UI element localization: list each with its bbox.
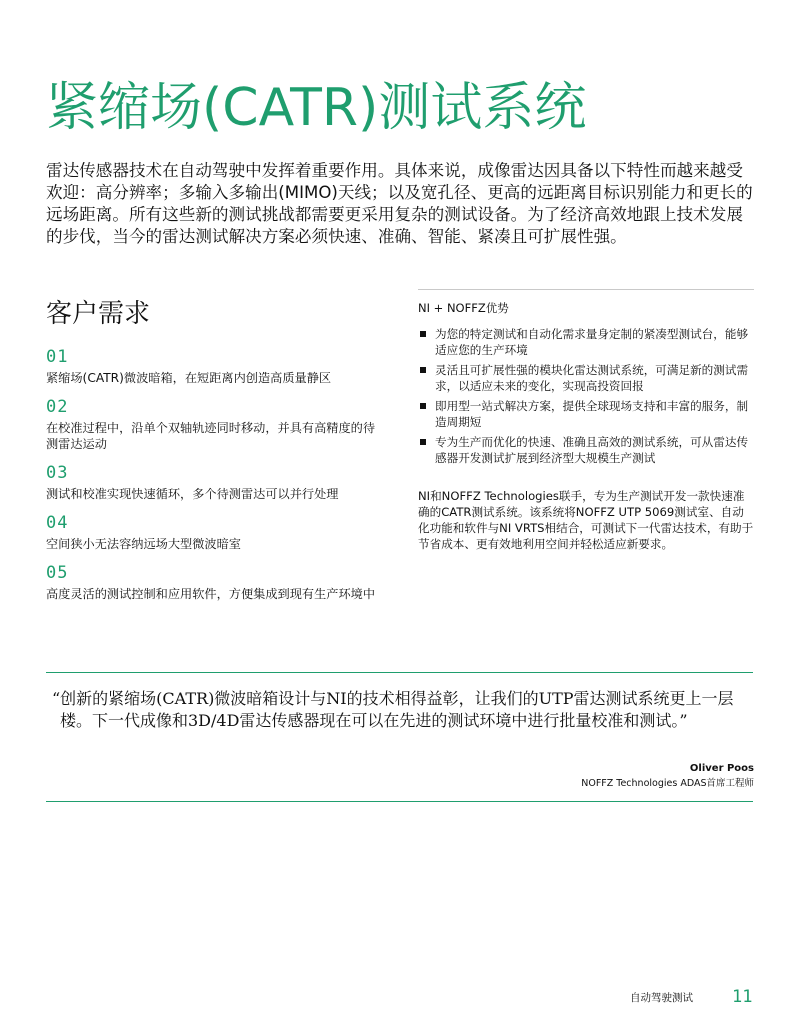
need-number: 02 xyxy=(46,397,69,417)
need-item xyxy=(46,462,386,502)
list-item xyxy=(418,434,754,466)
list-item xyxy=(418,362,754,394)
quote-divider-bottom xyxy=(46,801,753,802)
need-number: 05 xyxy=(46,563,69,583)
square-bullet-icon xyxy=(420,439,426,445)
advantage-text: 为您的特定测试和自动化需求量身定制的紧凑型测试台，能够适应您的生产环境 xyxy=(435,327,749,357)
footer-section-label: 自动驾驶测试 xyxy=(630,992,693,1004)
list-item xyxy=(418,398,754,430)
advantages-section xyxy=(418,289,754,564)
need-text: 空间狭小无法容纳远场大型微波暗室 xyxy=(46,537,241,551)
need-item xyxy=(46,562,386,602)
need-item xyxy=(46,346,386,386)
page-title: 紧缩场(CATR)测试系统 xyxy=(46,78,587,138)
need-number: 04 xyxy=(46,513,69,533)
customer-needs-heading: 客户需求 xyxy=(46,299,151,329)
quote-attribution xyxy=(581,762,754,791)
advantages-title: NI + NOFFZ优势 xyxy=(418,301,509,315)
need-text: 在校准过程中，沿单个双轴轨迹同时移动，并具有高精度的待测雷达运动 xyxy=(46,421,376,451)
advantage-text: 专为生产而优化的快速、准确且高效的测试系统，可从雷达传感器开发测试扩展到经济型大规模生产测试 xyxy=(435,435,749,465)
advantages-list xyxy=(418,326,754,466)
need-item xyxy=(46,396,386,452)
need-item xyxy=(46,512,386,552)
page-number: 11 xyxy=(732,987,753,1007)
square-bullet-icon xyxy=(420,367,426,373)
advantage-text: 即用型一站式解决方案，提供全球现场支持和丰富的服务，制造周期短 xyxy=(435,399,749,429)
quote-divider-top xyxy=(46,672,753,673)
customer-needs-section xyxy=(46,296,386,612)
square-bullet-icon xyxy=(420,331,426,337)
need-text: 紧缩场(CATR)微波暗箱，在短距离内创造高质量静区 xyxy=(46,371,332,385)
list-item xyxy=(418,326,754,358)
section-divider xyxy=(418,289,754,290)
quote-author-role: NOFFZ Technologies ADAS首席工程师 xyxy=(581,778,754,789)
need-number: 01 xyxy=(46,347,69,367)
need-text: 高度灵活的测试控制和应用软件，方便集成到现有生产环境中 xyxy=(46,587,376,601)
advantages-paragraph: NI和NOFFZ Technologies联手，专为生产测试开发一款快速准确的CATR测试系统。该系统将NOFFZ UTP 5069测试室、自动化功能和软件与NI VRTS相结合，可测试下一代雷达技术，有助于节省成本、更有效地利用空间并轻松适应新要求。 xyxy=(418,489,754,551)
customer-quote: “创新的紧缩场(CATR)微波暗箱设计与NI的技术相得益彰，让我们的UTP雷达测试系统更上一层楼。下一代成像和3D/4D雷达传感器现在可以在先进的测试环境中进行批量校准和测试。” xyxy=(52,689,734,730)
intro-paragraph: 雷达传感器技术在自动驾驶中发挥着重要作用。具体来说，成像雷达因具备以下特性而越来越受欢迎：高分辨率；多输入多输出(MIMO)天线；以及宽孔径、更高的远距离目标识别能力和更长的远场距离。所有这些新的测试挑战都需要更采用复杂的测试设备。为了经济高效地跟上技术发展的步伐，当今的雷达测试解决方案必须快速、准确、智能、紧凑且可扩展性强。 xyxy=(46,161,753,246)
advantage-text: 灵活且可扩展性强的模块化雷达测试系统，可满足新的测试需求，以适应未来的变化，实现高投资回报 xyxy=(435,363,749,393)
square-bullet-icon xyxy=(420,403,426,409)
quote-author: Oliver Poos xyxy=(689,763,754,774)
need-number: 03 xyxy=(46,463,69,483)
need-text: 测试和校准实现快速循环，多个待测雷达可以并行处理 xyxy=(46,487,339,501)
